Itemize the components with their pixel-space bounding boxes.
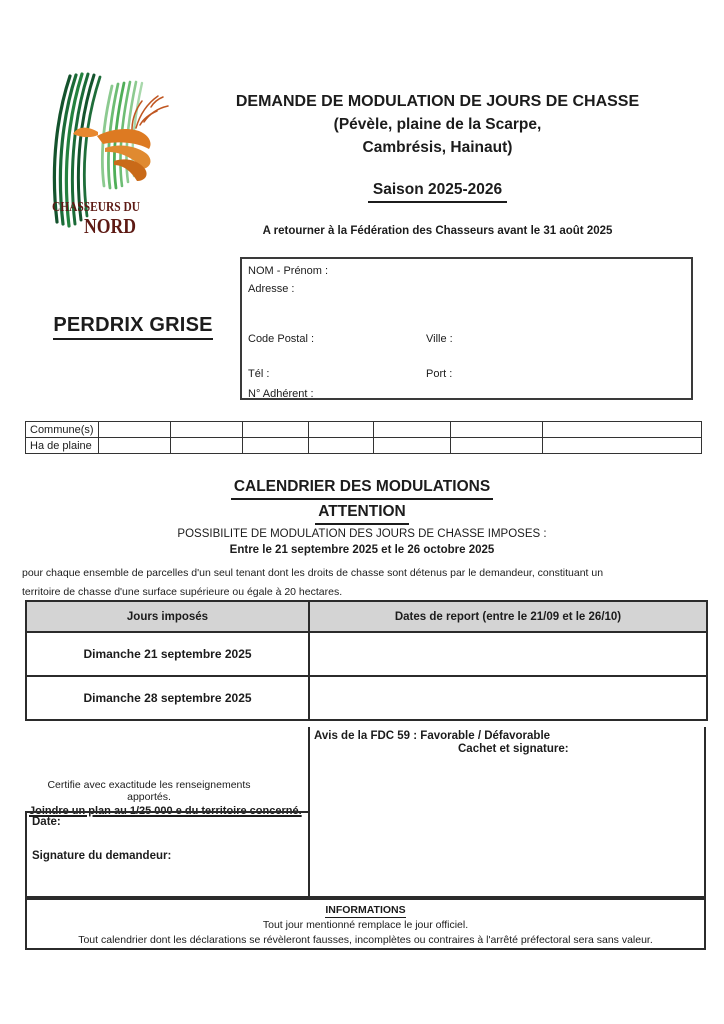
communes-table <box>25 421 702 454</box>
mobile-field-label: Port : <box>426 368 453 380</box>
logo-graphic <box>42 70 176 242</box>
hectares-cell <box>243 438 309 454</box>
conditions-line-1: pour chaque ensemble de parcelles d'un seul tenant dont les droits de chasse sont détenus par le demandeur, constituant un <box>22 567 604 579</box>
possibility-line: POSSIBILITE DE MODULATION DES JOURS DE CHASSE IMPOSES : <box>177 528 547 540</box>
fdc-opinion-box <box>308 727 706 898</box>
logo-text-line1: CHASSEURS DU <box>52 200 140 215</box>
chasseurs-du-nord-logo <box>42 70 176 242</box>
applicant-signature-label: Signature du demandeur: <box>32 850 172 862</box>
communes-row-label: Commune(s) <box>26 422 99 438</box>
calendar-heading: CALENDRIER DES MODULATIONS <box>231 476 493 500</box>
report-date-cell-2 <box>309 676 707 720</box>
commune-cell <box>374 422 451 438</box>
return-notice: A retourner à la Fédération des Chasseurs avant le 31 août 2025 <box>262 225 613 237</box>
attach-plan-line: Joindre un plan au 1/25 000 e du territoire concerné. <box>29 805 302 817</box>
informations-box <box>25 898 706 950</box>
commune-cell <box>309 422 374 438</box>
species-heading <box>48 314 218 340</box>
report-dates-header: Dates de report (entre le 21/09 et le 26/10) <box>309 601 707 632</box>
subtitle-line-1: (Pévèle, plaine de la Scarpe, <box>333 116 542 133</box>
hectares-cell <box>374 438 451 454</box>
conditions-paragraph <box>22 564 682 602</box>
name-field-label: NOM - Prénom : <box>248 265 329 277</box>
imposed-day-2: Dimanche 28 septembre 2025 <box>26 676 309 720</box>
hectares-cell <box>99 438 171 454</box>
species-label: PERDRIX GRISE <box>53 314 212 340</box>
hectares-row <box>26 438 702 454</box>
date-label: Date: <box>32 816 61 828</box>
hectares-row-label: Ha de plaine <box>26 438 99 454</box>
informations-heading: INFORMATIONS <box>325 904 406 916</box>
commune-cell <box>171 422 243 438</box>
page-title: DEMANDE DE MODULATION DE JOURS DE CHASSE <box>235 93 640 110</box>
city-field-label: Ville : <box>426 333 453 345</box>
modulation-table <box>25 600 708 721</box>
hectares-cell <box>309 438 374 454</box>
imposed-day-1: Dimanche 21 septembre 2025 <box>26 632 309 676</box>
certify-line: Certifie avec exactitude les renseignements apportés. <box>47 779 251 803</box>
phone-field-label: Tél : <box>248 368 270 380</box>
signature-section <box>25 727 706 898</box>
informations-line-1: Tout jour mentionné remplace le jour officiel. <box>262 919 469 931</box>
title-block <box>215 90 660 237</box>
communes-row <box>26 422 702 438</box>
imposed-days-header: Jours imposés <box>26 601 309 632</box>
commune-cell <box>99 422 171 438</box>
hectares-cell <box>543 438 702 454</box>
date-signature-box <box>25 811 310 898</box>
fdc-opinion-line: Avis de la FDC 59 : Favorable / Défavorable <box>314 730 551 742</box>
modulation-row-1 <box>26 632 707 676</box>
period-line: Entre le 21 septembre 2025 et le 26 octobre 2025 <box>229 544 495 556</box>
season-label: Saison 2025-2026 <box>368 180 507 203</box>
hectares-cell <box>171 438 243 454</box>
address-field-label: Adresse : <box>248 283 295 295</box>
logo-text-line2: NORD <box>84 214 136 238</box>
modulation-row-2 <box>26 676 707 720</box>
member-number-field-label: N° Adhérent : <box>248 388 314 400</box>
hectares-cell <box>451 438 543 454</box>
applicant-form-box <box>240 257 693 400</box>
conditions-line-2: territoire de chasse d'une surface supérieure ou égale à 20 hectares. <box>22 586 343 598</box>
commune-cell <box>543 422 702 438</box>
stamp-signature-label: Cachet et signature: <box>458 743 569 755</box>
informations-line-2: Tout calendrier dont les déclarations se révèleront fausses, incomplètes ou contraires à l'arrêté préfectoral sera sans valeur. <box>78 934 653 946</box>
subtitle-line-2: Cambrésis, Hainaut) <box>362 139 513 156</box>
report-date-cell-1 <box>309 632 707 676</box>
modulation-header-row <box>26 601 707 632</box>
postal-code-field-label: Code Postal : <box>248 333 315 345</box>
attention-heading: ATTENTION <box>315 501 409 525</box>
commune-cell <box>451 422 543 438</box>
commune-cell <box>243 422 309 438</box>
